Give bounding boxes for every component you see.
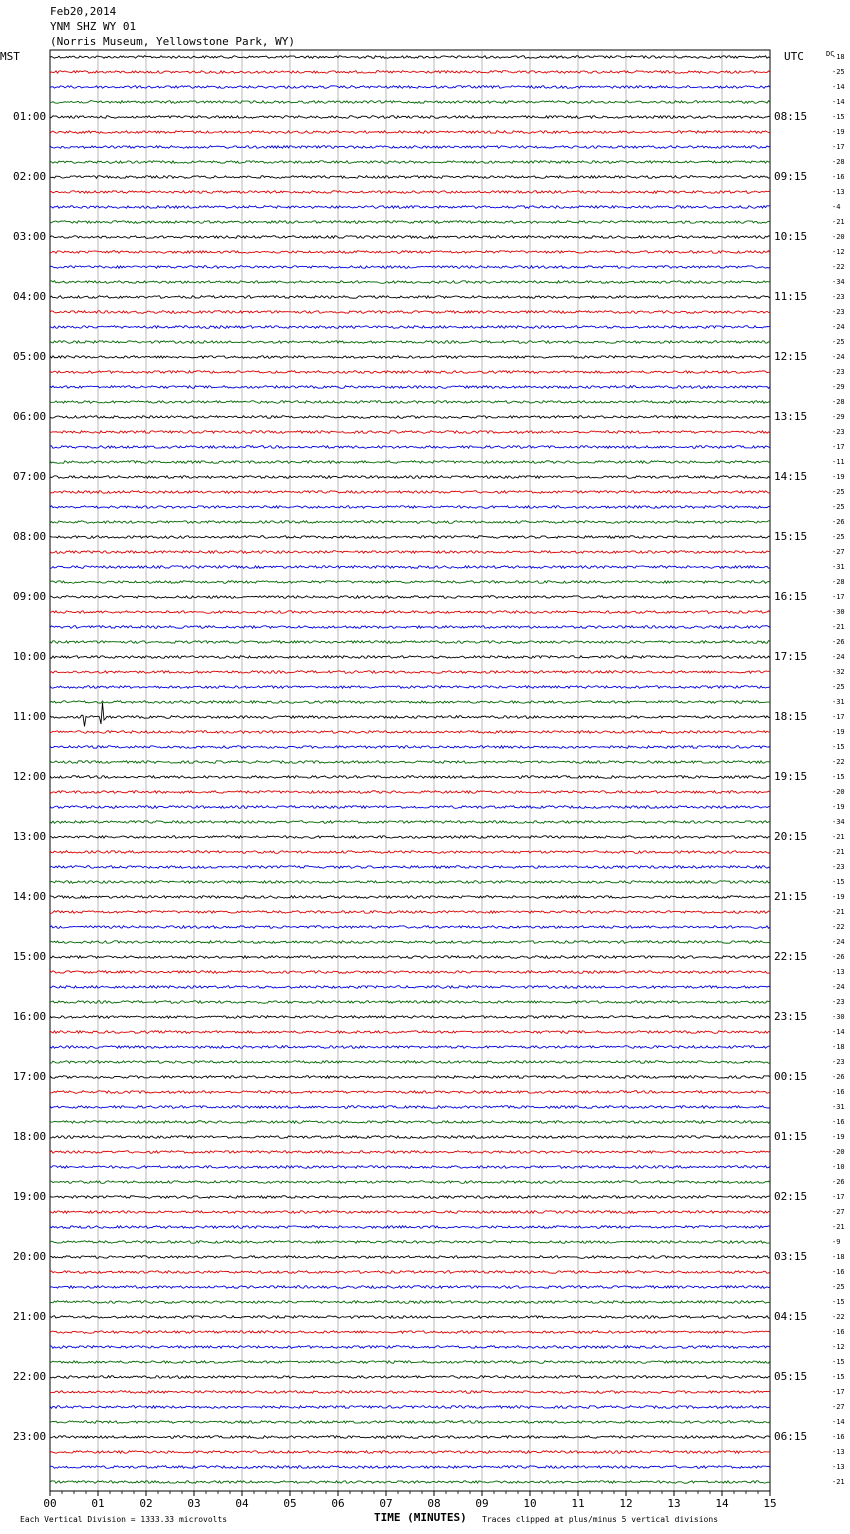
dc-offset-value: -25 [832,533,845,541]
dc-offset-value: -30 [832,608,845,616]
dc-offset-value: -23 [832,293,845,301]
seismic-traces [50,56,770,1484]
time-axis [43,1491,776,1510]
utc-hour-label: 17:15 [774,650,808,663]
trace-line [50,146,770,149]
trace-line [50,1346,770,1349]
mst-hour-label: 16:00 [13,1010,47,1023]
trace-line [50,1001,770,1004]
trace-line [50,101,770,104]
trace-line [50,776,770,779]
trace-line [50,986,770,989]
clip-note: Traces clipped at plus/minus 5 vertical divisions [482,1515,719,1524]
trace-line [50,1091,770,1094]
utc-hour-label: 09:15 [774,170,808,183]
dc-offset-value: -28 [832,158,845,166]
dc-offset-value: -26 [832,953,845,961]
dc-offset-value: -22 [832,263,845,271]
dc-offset-value: -26 [832,1073,845,1081]
dc-offset-value: -24 [832,983,845,991]
trace-line [50,491,770,494]
trace-line [50,956,770,959]
dc-offset-value: -17 [832,1388,845,1396]
dc-offset-value: -23 [832,1058,845,1066]
dc-offset-value: -21 [832,833,845,841]
trace-line [50,746,770,749]
trace-line [50,1016,770,1019]
mst-hour-label: 19:00 [13,1190,47,1203]
dc-offset-value: -15 [832,773,845,781]
trace-line [50,221,770,224]
dc-offset-value: -13 [832,1463,845,1471]
trace-line [50,461,770,464]
mst-hour-label: 17:00 [13,1070,47,1083]
trace-line [50,341,770,344]
dc-offset-value: -19 [832,473,845,481]
trace-line [50,926,770,929]
trace-line [50,641,770,644]
trace-line [50,1481,770,1484]
mst-hour-label: 20:00 [13,1250,47,1263]
trace-line [50,476,770,479]
dc-offset-value: -21 [832,848,845,856]
utc-hour-label: 02:15 [774,1190,808,1203]
utc-hour-label: 05:15 [774,1370,808,1383]
utc-hour-label: 01:15 [774,1130,808,1143]
mst-hour-label: 04:00 [13,290,47,303]
dc-offset-value: -28 [832,578,845,586]
station-location: (Norris Museum, Yellowstone Park, WY) [50,35,296,48]
x-tick-label: 11 [571,1497,585,1510]
trace-line [50,431,770,434]
dc-offset-value: -22 [832,1313,845,1321]
dc-offset-value: -12 [832,1343,845,1351]
dc-offset-value: -20 [832,1148,845,1156]
dc-offset-value: -29 [832,383,845,391]
dc-offset-value: -16 [832,1268,845,1276]
dc-offset-value: -21 [832,908,845,916]
utc-hour-label: 11:15 [774,290,808,303]
dc-offset-value: -16 [832,173,845,181]
trace-line [50,896,770,899]
trace-line [50,1391,770,1394]
trace-line [50,611,770,614]
x-tick-label: 04 [235,1497,249,1510]
trace-line [50,1076,770,1079]
dc-offset-value: -26 [832,518,845,526]
trace-line [50,1061,770,1064]
trace-line [50,1196,770,1199]
dc-offset-value: -24 [832,938,845,946]
dc-offset-value: -19 [832,803,845,811]
dc-offset-value: -14 [832,1418,845,1426]
trace-line [50,1421,770,1424]
dc-offset-value: -14 [832,98,845,106]
dc-offset-value: -14 [832,83,845,91]
dc-offset-value: -22 [832,758,845,766]
dc-offset-value: -25 [832,683,845,691]
trace-line [50,416,770,419]
dc-offset-value: -17 [832,1193,845,1201]
left-timezone-label: MST [0,50,20,63]
trace-line [50,656,770,659]
dc-offset-value: -15 [832,1298,845,1306]
trace-line [50,1376,770,1379]
utc-hour-label: 19:15 [774,770,808,783]
dc-offset-value: -31 [832,698,845,706]
trace-line [50,566,770,569]
dc-offset-value: -13 [832,1448,845,1456]
mst-hour-label: 18:00 [13,1130,47,1143]
dc-offset-value: -15 [832,113,845,121]
trace-line [50,521,770,524]
trace-line [50,1226,770,1229]
x-tick-label: 09 [475,1497,489,1510]
trace-line [50,1136,770,1139]
dc-offset-value: -25 [832,338,845,346]
station-code: YNM SHZ WY 01 [50,20,137,33]
dc-offset-value: -18 [832,53,845,61]
dc-offset-value: -19 [832,128,845,136]
trace-line [50,506,770,509]
utc-hour-label: 03:15 [774,1250,808,1263]
trace-line [50,866,770,869]
dc-offset-value: -31 [832,563,845,571]
dc-offset-value: -24 [832,653,845,661]
mst-hour-label: 06:00 [13,410,47,423]
trace-line [50,131,770,134]
x-tick-label: 07 [379,1497,393,1510]
dc-label: DC [826,50,835,58]
dc-offset-value: -26 [832,1178,845,1186]
mst-hour-label: 10:00 [13,650,47,663]
dc-offset-value: -21 [832,218,845,226]
mst-hour-label: 09:00 [13,590,47,603]
trace-line [50,1106,770,1109]
trace-line [50,806,770,809]
dc-offset-value: -17 [832,713,845,721]
trace-line [50,191,770,194]
dc-offset-value: -23 [832,308,845,316]
mst-hour-label: 11:00 [13,710,47,723]
trace-line [50,941,770,944]
utc-hour-label: 23:15 [774,1010,808,1023]
trace-line [50,116,770,119]
dc-offset-value: -15 [832,1373,845,1381]
utc-hour-label: 08:15 [774,110,808,123]
dc-offset-value: -18 [832,1253,845,1261]
dc-offset-value: -15 [832,1358,845,1366]
dc-offset-value: -23 [832,428,845,436]
dc-offset-value: -34 [832,818,845,826]
dc-offset-value: -25 [832,503,845,511]
utc-hour-label: 12:15 [774,350,808,363]
utc-hour-label: 10:15 [774,230,808,243]
trace-line [50,236,770,239]
dc-offset-value: -23 [832,368,845,376]
trace-line [50,911,770,914]
dc-offset-value: -15 [832,743,845,751]
trace-line [50,266,770,269]
trace-line [50,1256,770,1259]
trace-line [50,1451,770,1454]
dc-offset-value: -13 [832,968,845,976]
dc-offset-value: -27 [832,548,845,556]
mst-hour-label: 23:00 [13,1430,47,1443]
trace-line [50,1331,770,1334]
dc-offset-value: -17 [832,443,845,451]
dc-offset-value: -16 [832,1118,845,1126]
dc-offset-value: -26 [832,638,845,646]
mst-hour-label: 14:00 [13,890,47,903]
trace-line [50,821,770,824]
utc-hour-label: 18:15 [774,710,808,723]
dc-offset-value: -21 [832,1478,845,1486]
dc-offset-value: -12 [832,248,845,256]
dc-offset-value: -32 [832,668,845,676]
trace-line [50,686,770,689]
dc-offset-value: -10 [832,1163,845,1171]
dc-offset-value: -28 [832,398,845,406]
mst-hour-label: 21:00 [13,1310,47,1323]
trace-line [50,311,770,314]
trace-line [50,1121,770,1124]
trace-line [50,56,770,59]
x-tick-label: 10 [523,1497,537,1510]
utc-hour-label: 15:15 [774,530,808,543]
trace-line [50,386,770,389]
dc-offset-value: -34 [832,278,845,286]
dc-offset-value: -23 [832,863,845,871]
x-tick-label: 05 [283,1497,297,1510]
dc-offset-value: -16 [832,1433,845,1441]
trace-line [50,356,770,359]
dc-offset-value: -25 [832,488,845,496]
dc-offset-value: -11 [832,458,845,466]
trace-line [50,1361,770,1364]
x-tick-label: 08 [427,1497,441,1510]
trace-line [50,1436,770,1439]
trace-line [50,791,770,794]
trace-line [50,1241,770,1244]
dc-offset-value: -15 [832,878,845,886]
dc-offset-value: -23 [832,998,845,1006]
x-tick-label: 00 [43,1497,57,1510]
mst-hour-label: 13:00 [13,830,47,843]
trace-line [50,1286,770,1289]
trace-line [50,1316,770,1319]
trace-line [50,731,770,734]
trace-line [50,1181,770,1184]
utc-hour-label: 06:15 [774,1430,808,1443]
trace-line [50,596,770,599]
trace-line [50,86,770,89]
utc-hour-label: 13:15 [774,410,808,423]
mst-hour-label: 07:00 [13,470,47,483]
dc-offset-value: -20 [832,788,845,796]
trace-line [50,1031,770,1034]
dc-offset-value: -24 [832,353,845,361]
trace-line [50,296,770,299]
dc-offset-value: -19 [832,1133,845,1141]
plot-date: Feb20,2014 [50,5,117,18]
dc-offset-value: -19 [832,893,845,901]
trace-line [50,536,770,539]
x-tick-label: 13 [667,1497,681,1510]
mst-hour-label: 22:00 [13,1370,47,1383]
x-axis-label: TIME (MINUTES) [374,1511,467,1524]
dc-offset-value: -21 [832,1223,845,1231]
trace-line [50,1406,770,1409]
dc-offset-value: -24 [832,323,845,331]
dc-offset-value: -30 [832,1013,845,1021]
dc-offset-value: -31 [832,1103,845,1111]
x-tick-label: 15 [763,1497,777,1510]
trace-line [50,401,770,404]
dc-offset-value: -27 [832,1403,845,1411]
trace-line [50,551,770,554]
dc-offset-value: -17 [832,143,845,151]
mst-hour-label: 05:00 [13,350,47,363]
trace-line [50,326,770,329]
trace-line [50,281,770,284]
trace-line [50,971,770,974]
trace-line [50,1271,770,1274]
dc-offset-value: -18 [832,1043,845,1051]
dc-offset-value: -19 [832,728,845,736]
trace-line [50,626,770,629]
trace-line [50,1166,770,1169]
trace-line [50,851,770,854]
x-tick-label: 06 [331,1497,345,1510]
trace-line [50,1466,770,1469]
trace-line [50,206,770,209]
dc-offset-value: -22 [832,923,845,931]
dc-offset-value: -9 [832,1238,841,1246]
utc-hour-label: 04:15 [774,1310,808,1323]
x-tick-label: 01 [91,1497,105,1510]
trace-line [50,446,770,449]
utc-hour-label: 14:15 [774,470,808,483]
scale-note: Each Vertical Division = 1333.33 microvolts [20,1515,228,1524]
dc-offset-value: -13 [832,188,845,196]
trace-line [50,881,770,884]
trace-line [50,1046,770,1049]
trace-line [50,761,770,764]
trace-line [50,1211,770,1214]
utc-hour-label: 20:15 [774,830,808,843]
dc-offset-value: -29 [832,413,845,421]
x-tick-label: 12 [619,1497,633,1510]
trace-line [50,581,770,584]
dc-offset-value: -4 [832,203,841,211]
trace-line [50,71,770,74]
trace-line [50,371,770,374]
trace-line [50,703,770,727]
trace-line [50,1301,770,1304]
mst-hour-label: 15:00 [13,950,47,963]
dc-offset-value: -17 [832,593,845,601]
dc-offset-value: -16 [832,1088,845,1096]
dc-offset-value: -21 [832,623,845,631]
utc-hour-label: 16:15 [774,590,808,603]
trace-line [50,161,770,164]
trace-line [50,836,770,839]
x-tick-label: 03 [187,1497,201,1510]
x-tick-label: 02 [139,1497,153,1510]
trace-line [50,251,770,254]
trace-line [50,671,770,674]
utc-hour-label: 21:15 [774,890,808,903]
right-timezone-label: UTC [784,50,804,63]
x-tick-label: 14 [715,1497,729,1510]
utc-hour-label: 00:15 [774,1070,808,1083]
dc-offset-value: -14 [832,1028,845,1036]
mst-hour-label: 02:00 [13,170,47,183]
mst-hour-label: 12:00 [13,770,47,783]
dc-offset-value: -20 [832,233,845,241]
dc-offset-value: -16 [832,1328,845,1336]
mst-hour-label: 03:00 [13,230,47,243]
utc-hour-label: 22:15 [774,950,808,963]
trace-line [50,1151,770,1154]
dc-offset-value: -25 [832,1283,845,1291]
trace-line [50,176,770,179]
mst-hour-label: 08:00 [13,530,47,543]
dc-offset-value: -25 [832,68,845,76]
dc-offset-value: -27 [832,1208,845,1216]
trace-line [50,701,770,704]
mst-hour-label: 01:00 [13,110,47,123]
